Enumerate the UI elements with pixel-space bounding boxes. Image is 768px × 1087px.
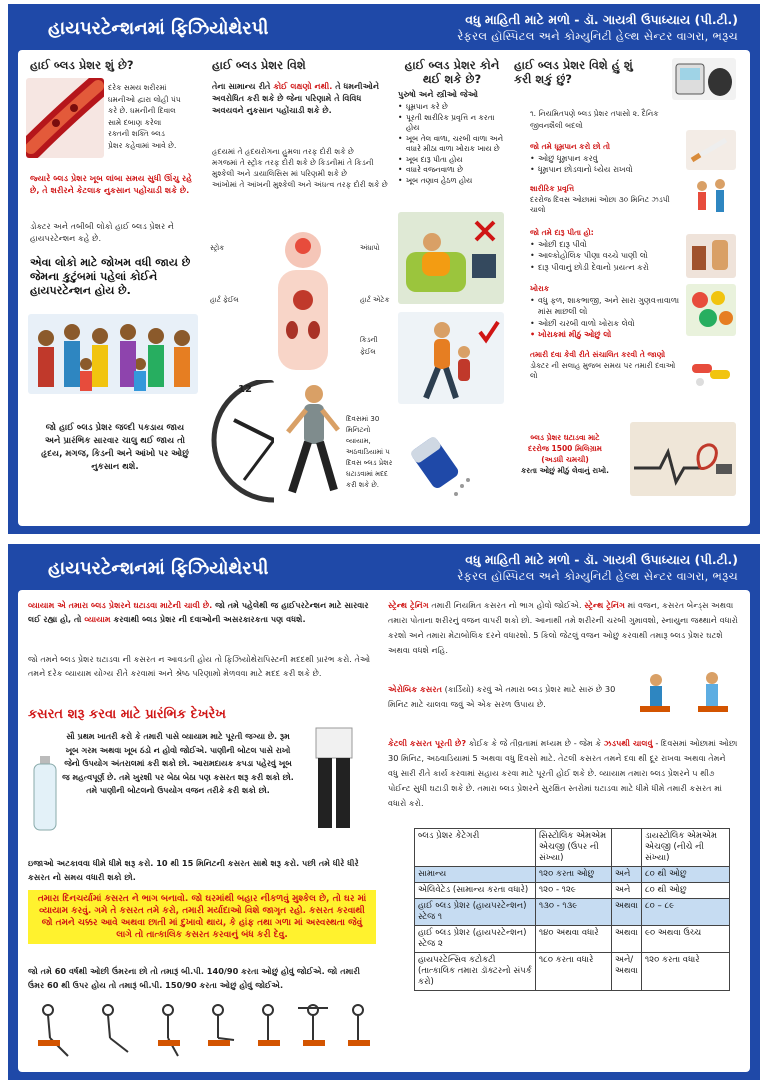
bp-monitor-illustration <box>672 58 736 100</box>
couch-potato-illustration <box>398 212 504 304</box>
table-cell: એલિવેટેડ (સામાન્ય કરતા વધારે) <box>415 883 536 899</box>
panel-body <box>18 50 750 526</box>
walking-child-illustration <box>398 312 504 404</box>
risk-factor-list <box>398 102 506 186</box>
regular-checks-text: ૧. નિયમિતપણે બ્લડ પ્રેશર તપાસો ૨. દૈનિક જીવનશૈલી બદલો <box>530 109 659 130</box>
exercise-people-illustration <box>632 668 738 730</box>
bp-category-table <box>414 828 730 991</box>
salt-line: બ્લડ પ્રેશર ઘટાડવા માટે <box>530 433 600 442</box>
table-cell: ૧૮૦ કરતા વધારે <box>536 953 612 991</box>
table-cell: સામાન્ય <box>415 867 536 883</box>
text-run: તમારી નિયમિત કસરત નો ભાગ હોવો જોઈએ. <box>428 600 585 610</box>
age-bp-target-text: જો તમે 60 વર્ષથી ઓછી ઉંમરના છો તો તમારૂં બી.પી. 140/90 કરતા ઓછું હોવું જોઈએ. જો તમારી ઉંમર 60 થી ઉપર હોય તો તમારૂં બી.પી. 150/90 કરતા ઓછું હોવું જોઈએ. <box>28 966 360 990</box>
table-cell: અને <box>612 867 642 883</box>
heading-what-is-bp: હાઈ બ્લડ પ્રેશર શું છે? <box>30 58 134 72</box>
table-cell: હાઈ બ્લડ પ્રેશર (હાયપરટેન્શન) સ્ટેજ ૧ <box>415 899 536 926</box>
text-run: કરવાથી બ્લડ પ્રેશર ની દવાઓની અસરકારકતા પણ વધશે. <box>110 614 306 624</box>
definition-line: દરેક સમય શરીરમાં <box>108 83 167 92</box>
men-women-label: પુરુષો અને સ્ત્રીઓ જેઓ <box>398 89 479 99</box>
early-detection-text: જો હાઈ બ્લડ પ્રેશર જલ્દી પકડાય જાય અને પ્રારંભિક સારવાર ચાલુ થઈ જાય તો હૃદય, મગજ, કિડની અને આંખો પર ઓછું નુકસાન થશે. <box>41 423 189 472</box>
smoking-heading: જો તમે ધૂમ્રપાન કરો છો તો <box>530 142 610 151</box>
bp-definition <box>108 82 203 151</box>
strength-highlight: સ્ટ્રેન્થ ટ્રેનિંગ <box>388 600 429 610</box>
column-exercise-types <box>388 590 740 1072</box>
definition-line: ધમનીઓ દ્વારા લોહી પંપ <box>108 94 181 104</box>
activity-text: દરરોજ દિવસ ઓછામાં ઓછા ૩૦ મિનિટ ઝડપી ચાલો <box>530 194 670 214</box>
supervision-tips: સૌ પ્રથમ ખાતરી કરો કે તમારી પાસે વ્યાયામ માટે પૂરતી જગ્યા છે. રૂમ ખૂબ ગરમ અથવા ખૂબ ઠંડો ન હોવો જોઈએ. પાણીની બોટલ પાસે રાખો જેનો ઉપયોગ અંતરાલમાં કરી શકો છો. આરામદાયક કપડા પહેરવું ખૂબ જ મહત્વપૂર્ણ છે. તમે ખુરશી પર બેઠા બેઠા પણ કસરત શરૂ કરી શકો છો. તમે પાણીની બોટલનો ઉપયોગ વજન તરીકે કરી શકો છો. <box>62 732 294 795</box>
long-term-damage-text: જ્યારે બ્લડ પ્રેશર ખૂબ લાંબા સમય સુધી ઊંચુ રહે છે, તે શરીરને કેટલાક નુકસાન પહોંચાડી શકે છે. <box>30 173 193 195</box>
risk-item: • પૂરતી શારીરિક પ્રવૃત્તિ ન કરતા હોય <box>398 113 506 134</box>
text-run: તેના સામાન્ય રીતે <box>212 81 274 91</box>
definition-line: રક્તની શક્તિ બ્લડ <box>108 129 165 138</box>
label-heart-failure: હાર્ટ ફેઈલ <box>210 296 239 304</box>
heading-what-can-i-do: હાઈ બ્લડ પ્રેશર વિશે હું શું કરી શકું છું? <box>514 58 633 86</box>
salt-line: કરતા ઓછું મીઠું લેવાનું રાખો. <box>521 466 609 475</box>
diet-item: • ખોરાકમાં મીઠું ઓછું લો <box>530 329 680 341</box>
physical-activity-advice <box>530 184 680 216</box>
panel-contact <box>317 8 756 48</box>
diet-advice <box>530 284 680 341</box>
column-who-gets-bp <box>394 50 506 526</box>
smoking-item: • ઓછું ધૂમ્રપાન કરવું <box>530 153 680 165</box>
walking-family-illustration <box>686 176 736 226</box>
body-organs-illustration <box>248 228 358 378</box>
eye-effect: આંખોમાં તે આંખની મુશ્કેલી અને અંધત્વ તરફ દોરી શકે છે <box>212 180 388 189</box>
table-cell: ૮૦ થી ઓછુ <box>642 883 730 899</box>
exercise-recommendation: દિવસમાં 30 મિનિટનો વ્યાયામ, અઠવાડિયામાં ૫ દિવસ બ્લડ પ્રેશર ઘટાડવામાં મદદ કરી શકે છે. <box>346 415 393 489</box>
heart-effect: હૃદયમાં તે હૃદયરોગના હુમલા તરફ દોરી શકે છે <box>212 147 354 156</box>
exercise-key-highlight: વ્યાયામ એ તમારા બ્લડ પ્રેશરને ઘટાડવા માટેની ચાવી છે. <box>28 600 213 610</box>
clock-illustration <box>204 380 274 510</box>
smoking-item: • ધૂમ્રપાન છોડવાનો ધ્યેય રાખવો <box>530 164 680 176</box>
column-about-bp <box>208 50 393 526</box>
label-stroke: સ્ટ્રોક <box>210 244 225 252</box>
alcohol-heading: જો તમે દારૂ પીતા હો: <box>530 228 594 237</box>
table-cell: ૯૦ અથવા ઉચ્ચ <box>642 926 730 953</box>
gradual-start-text: ઇજાઓ અટકાવવા ધીમે ધીમે શરૂ કરો. 10 થી 15 મિનિટની કસરત સાથે શરૂ કરો. પછી તમે ધીરે ધીરે કસરત નો સમય વધારી શકો છો. <box>28 858 359 882</box>
how-much-highlight: કેટલી કસરત પૂરતી છે? <box>388 738 467 748</box>
how-much-exercise-text <box>388 736 738 811</box>
medication-text: ડોક્ટર ની સલાહ મુજબ સમય પર તમારી દવાઓ લો <box>530 360 676 380</box>
poster-panel-top <box>8 4 760 534</box>
alcohol-list <box>530 239 680 274</box>
table-cell: અને <box>612 883 642 899</box>
medication-heading: તમારી દવા કેવી રીતે સંચાલિત કરવી તે જાણો <box>530 350 666 359</box>
definition-line: સામે દબાણ કરેલા <box>108 117 162 127</box>
salt-shaker-illustration <box>398 422 478 502</box>
alcohol-item: • આલ્કોહોલિક પીણા વચ્ચે પાણી લો <box>530 250 680 262</box>
routine-warning-text: તમારા દિનચર્યામાં કસરત ને ભાગ બનાવો. જો ઘરમાંથી બહાર નીકળવું મુશ્કેલ છે, તો ઘર માં વ્યાયામ કરવું. ગમે તે કસરત તમે કરો, તમારી મર્યાદાઓ વિશે જાગૃત રહો. કસરત કરવાથી જો તમને ચક્કર આવે અથવા છાતી માં દુખાવો થાય, કે હાંફ તથા ગળા માં અસ્વસ્થતા જેવું લાગે તો તાત્કાલિક કસરત કરવાનું બંધ કરી દેવુ. <box>37 894 367 940</box>
table-row <box>415 867 730 883</box>
table-cell: અથવા <box>612 926 642 953</box>
column-exercise-intro <box>28 590 378 1072</box>
brain-kidney-effect: મગજમાં તે સ્ટ્રોક તરફ દોરી શકે છે કિડનીમાં તે કિડની મુશ્કેલી અને ડાયાલિસિસ માં પરિણમી શકે છે <box>212 158 374 178</box>
family-risk-text: એવા લોકો માટે જોખમ વધી જાય છે જેમના કુટુંબમાં પહેલાં કોઈને હાયપરટેન્શન હોય છે. <box>30 256 191 297</box>
salt-limit-text <box>500 432 630 476</box>
table-row <box>415 953 730 991</box>
medication-advice <box>530 350 680 382</box>
panel-header <box>12 8 756 48</box>
panel-body <box>18 590 750 1072</box>
table-cell: ૮૦ થી ઓછુ <box>642 867 730 883</box>
text-run: માં વજન, કસરત બેન્ડ્સ અથવા તમારા પોતાના શરીરનું વજન વાપરી શકો છો. આનાથી તમે શરીરની ચરબી ગુમાવશો, સ્નાયુના જથ્થાને વધારો કરશો અને તમારા મેટાબોલિક દરને વધારશો. 5 કિલો જેટલું વજન ઓછું કરવાથી તમારૂ બ્લડ પ્રેશર ઘટશે અથવા વધશે નહિ. <box>388 600 738 655</box>
contact-line: વધુ માહિતી માટે મળો - ડૉ. ગાયત્રી ઉપાધ્યાય (પી.ટી.) <box>465 12 738 27</box>
activity-heading: શારીરિક પ્રવૃત્તિ <box>530 184 575 193</box>
table-cell: ૮૦ – ૮૯ <box>642 899 730 926</box>
smoking-list <box>530 153 680 176</box>
artery-illustration <box>26 78 104 158</box>
table-cell: ૧૨૦ કરતા ઓછુ <box>536 867 612 883</box>
risk-item: • વધારે વજનવાળા છે <box>398 165 506 176</box>
salt-line: દરરોજ 1500 મિલિગ્રામ <box>528 444 602 453</box>
alcohol-refusal-illustration <box>686 234 736 278</box>
table-header: સિસ્ટોલિક એમએમ એચજી (ઉપર ની સંખ્યા) <box>536 829 612 867</box>
walking-man-illustration <box>276 380 346 510</box>
exercise-key-text <box>28 598 376 626</box>
hospital-line: રેફરલ હૉસ્પિટલ અને કોમ્યુનિટી હેલ્થ સેન્ટર વાગરા, ભરૂચ <box>457 29 738 43</box>
table-cell: ૧૨૦ કરતા વધારે <box>642 953 730 991</box>
text-run: જો તમે પહેલેથી જ હાઈપરટેન્શન માટે સારવાર લઈ રહ્યા હો, તો <box>28 600 369 624</box>
definition-line: કરે છે. ધમનીની દિવાલ <box>108 106 176 115</box>
routine-warning-box <box>28 890 376 944</box>
heartbeat-cord-illustration <box>630 422 736 496</box>
alcohol-advice <box>530 228 680 273</box>
text-run: કોઈક કે જે તીવ્રતામાં મધ્યમ છે - જેમ કે <box>466 738 604 748</box>
strength-training-text <box>388 598 738 658</box>
text-run: તે ધમનીઓને અવરોધિત કરી શકે છે જેના પરિણામે તે વિવિધ અવયવને નુકસાન પહોંચાડી શકે છે. <box>212 81 380 115</box>
table-cell: હાઈ બ્લડ પ્રેશર (હાયપરટેન્શન) સ્ટેજ ૨ <box>415 926 536 953</box>
aerobic-text <box>388 682 618 712</box>
heading-about-bp: હાઈ બ્લડ પ્રેશર વિશે <box>212 58 306 72</box>
definition-line: પ્રેશર કહેવામાં આવે છે. <box>108 140 177 150</box>
table-row <box>415 899 730 926</box>
panel-header <box>12 548 756 588</box>
clock-number: 12 <box>238 384 252 395</box>
panel-title: હાયપરટેન્શનમાં ફિઝિયોથેરપી <box>48 557 269 579</box>
table-row <box>415 926 730 953</box>
table-row <box>415 883 730 899</box>
table-header <box>612 829 642 867</box>
panel-title: હાયપરટેન્શનમાં ફિઝિયોથેરપી <box>48 17 269 39</box>
alcohol-item: • ઓછી દારૂ પીવો <box>530 239 680 251</box>
alcohol-item: • દારૂ પીવાનું છોડી દેવાનો પ્રયત્ન કરો <box>530 262 680 274</box>
pills-illustration <box>686 350 736 390</box>
table-cell: હાયપરટેન્સિવ કટોકટી (તાત્કાલિક તમારા ડૉક્ટરનો સંપર્ક કરો) <box>415 953 536 991</box>
column-what-can-i-do <box>510 50 740 526</box>
diet-heading: ખોરાક <box>530 284 550 293</box>
hypertension-term-text: ડોક્ટર અને તબીબી લોકો હાઈ બ્લડ પ્રેશર ને હાયપરટેન્શન કહે છે. <box>30 221 174 243</box>
chair-exercises-illustration <box>28 1000 376 1064</box>
text-run: - દિવસમાં ઓછામાં ઓછા 30 મિનિટ, અઠવાડિયામાં 5 અથવા વધુ દિવસો માટે. તેટલી કસરત તમને દવા થી દૂર રાખવા અથવા તેમને વધુ સારી રીતે કાર્ય કરવામાં સહાય કરવા માટે પૂરતી હોઈ શકે છે. વ્યાયામ તમારા બ્લડ પ્રેશરને ૫ થી૭ પોઈન્ટ સુધી ઘટાડી શકે છે. તમારા બ્લડ પ્રેશરને સુરક્ષિત સ્તરોમાં ઘટાડવા માટે ધીમે ધીમે તમારી કસરત માં વધારો કરો. <box>388 738 738 808</box>
label-blindness: અંધાપો <box>360 244 380 252</box>
text-run: (કાર્ડિયો) કરવું એ તમારા બ્લડ પ્રેશર માટે સારું છે 30 મિનિટ માટે ચાલવા જવું એ એક સરળ ઉપાય છે. <box>388 684 616 709</box>
hospital-line: રેફરલ હૉસ્પિટલ અને કોમ્યુનિટી હેલ્થ સેન્ટર વાગરા, ભરૂચ <box>457 569 738 583</box>
label-kidney-failure: કિડની ફેઈલ <box>360 336 378 356</box>
aerobic-highlight: એરોબિક કસરત <box>388 684 443 694</box>
physio-guidance-text: જો તમને બ્લડ પ્રેશર ઘટાડવા ની કસરત ન આવડતી હોય તો ફિઝિયોથેરાપિસ્ટની મદદથી પ્રારંભ કરો. તેઓ તમને દરેક વ્યાયામ યોગ્ય રીતે કરવામાં અને શ્રેષ્ઠ પરિણામો મેળવવા માટે મદદ કરી શકે છે. <box>28 654 371 678</box>
table-cell: ૧૩૦ - ૧૩૯ <box>536 899 612 926</box>
strength-highlight: સ્ટ્રેન્થ ટ્રેનિંગ <box>584 600 625 610</box>
exercise-word-highlight: વ્યાયામ <box>84 614 111 624</box>
heading-initial-supervision: કસરત શરૂ કરવા માટે પ્રારંભિક દેખરેખ <box>28 707 226 722</box>
table-cell: અથવા <box>612 899 642 926</box>
table-cell: ૧૪૦ અથવા વધારે <box>536 926 612 953</box>
table-header: બ્લડ પ્રેશર કેટેગરી <box>415 829 536 867</box>
column-what-is-bp <box>26 50 201 526</box>
organ-effects-text <box>212 146 388 190</box>
comfortable-clothes-illustration <box>304 724 364 834</box>
heading-who-gets-bp: હાઈ બ્લડ પ્રેશર કોને થઈ શકે છે? <box>404 58 500 86</box>
risk-item: • ખૂબ તેલ વાળા, ચરબી વાળા અને વધારે મીઠા વાળા ખોરાક ખાય છે <box>398 134 506 155</box>
no-symptoms-highlight: કોઈ લક્ષણો નથી. <box>273 81 333 91</box>
smoking-advice <box>530 142 680 176</box>
risk-item: • ધૂમ્રપાન કરે છે <box>398 102 506 113</box>
panel-contact <box>317 548 756 588</box>
table-cell: ૧૨૦ - ૧૨૯ <box>536 883 612 899</box>
risk-item: • ખૂબ દારૂ પીતા હોય <box>398 155 506 166</box>
table-cell: અને/ અથવા <box>612 953 642 991</box>
table-header: ડાયસ્ટોલિક એમએમ એચજી (નીચે ની સંખ્યા) <box>642 829 730 867</box>
diet-list <box>530 295 680 341</box>
diet-item: • વધુ ફળ, શાકભાજી, અને સારા ગુણવત્તાવાળા માંસ માછલી લો <box>530 295 680 318</box>
label-heart-attack: હાર્ટ એટેક <box>360 296 390 304</box>
family-illustration <box>28 314 198 394</box>
risk-item: • ખૂબ તણાવ હેઠળ હોય <box>398 176 506 187</box>
cigarette-illustration <box>686 130 736 170</box>
salt-line: (અડધી ચમચી) <box>541 455 589 464</box>
no-symptoms-text <box>212 80 388 116</box>
diet-item: • ઓછી ચરબી વાળો ખોરાક લેવો <box>530 318 680 330</box>
healthy-food-illustration <box>686 284 736 336</box>
water-bottle-illustration <box>30 754 60 834</box>
brisk-walk-highlight: ઝડપથી ચાલવું <box>603 738 653 748</box>
contact-line: વધુ માહિતી માટે મળો - ડૉ. ગાયત્રી ઉપાધ્યાય (પી.ટી.) <box>465 552 738 567</box>
poster-panel-bottom <box>8 544 760 1080</box>
